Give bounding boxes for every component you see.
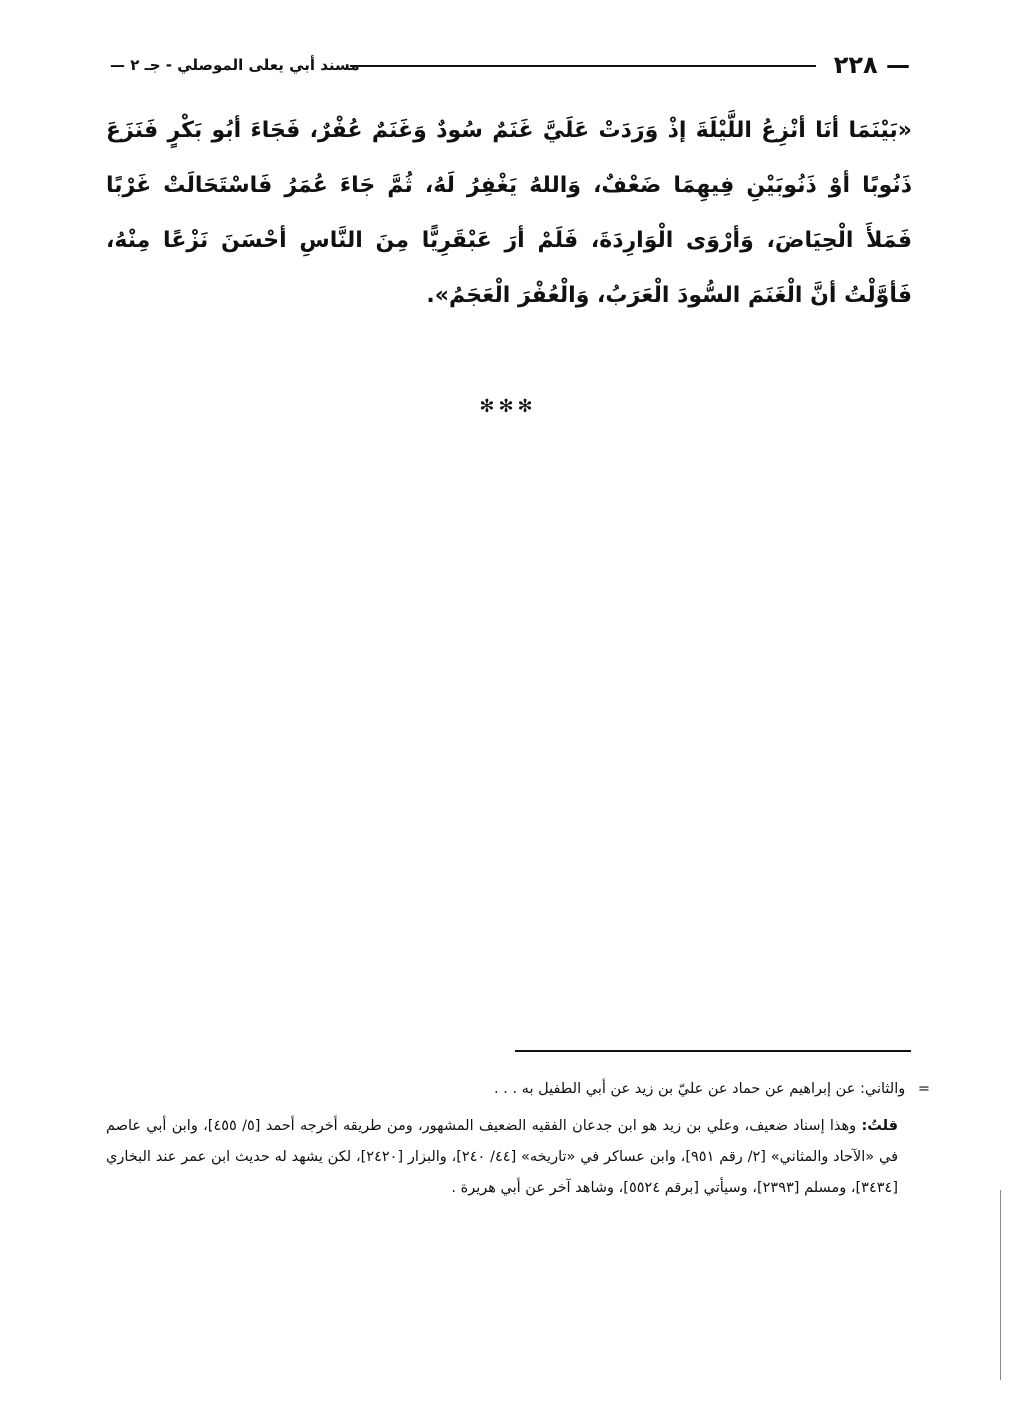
footnote-lead: قلتُ:: [861, 1118, 899, 1134]
footnotes: [106, 1074, 930, 1204]
section-separator: ✻✻✻: [479, 396, 537, 417]
running-title: مسند أبي يعلى الموصلي - جـ ٢ —: [110, 56, 360, 74]
footnote-body: [106, 1111, 912, 1204]
continuation-marker: =: [917, 1081, 930, 1097]
footnote-intro-line: [106, 1074, 930, 1105]
footnote-intro-text: والثاني: عن إبراهيم عن حماد عن عليّ بن زيد عن أبي الطفيل به . . .: [494, 1081, 906, 1097]
scan-margin-line: [1000, 1190, 1001, 1380]
hadith-text: «بَيْنَمَا أنَا أنْزِعُ اللَّيْلَةَ إذْ وَرَدَتْ عَلَيَّ غَنَمٌ سُودٌ وَغَنَمٌ عُفْرٌ، فَجَاءَ أبُو بَكْرٍ فَنَزَعَ ذَنُوبًا أوْ ذَنُوبَيْنِ فِيهِمَا ضَعْفٌ، وَاللهُ يَغْفِرُ لَهُ، ثُمَّ جَاءَ عُمَرُ فَاسْتَحَالَتْ غَرْبًا فَمَلأَ الْحِيَاضَ، وَأرْوَى الْوَارِدَةَ، فَلَمْ أرَ عَبْقَرِيًّا مِنَ النَّاسِ أحْسَنَ نَزْعًا مِنْهُ، فَأوَّلْتُ أنَّ الْغَنَمَ السُّودَ الْعَرَبُ، وَالْعُفْرَ الْعَجَمُ».: [106, 118, 912, 308]
footnote-body-text: وهذا إسناد ضعيف، وعلي بن زيد هو ابن جدعان الفقيه الضعيف المشهور، ومن طريقه أخرجه أحمد [٥/ ٤٥٥]، وابن أبي عاصم في «الآحاد والمثاني» [٢/ رقم ٩٥١]، وابن عساكر في «تاريخه» [٤٤/ ٢٤٠]، والبزار [٢٤٢٠]، لكن يشهد له حديث ابن عمر عند البخاري [٣٤٣٤]، ومسلم [٢٣٩٣]، وسيأتي [برقم ٥٥٢٤]، وشاهد آخر عن أبي هريرة .: [106, 1118, 899, 1196]
page-number: — ٢٢٨: [833, 51, 910, 79]
page-header: [110, 50, 910, 80]
header-rule: [350, 65, 816, 67]
footnote-rule: [515, 1050, 911, 1052]
